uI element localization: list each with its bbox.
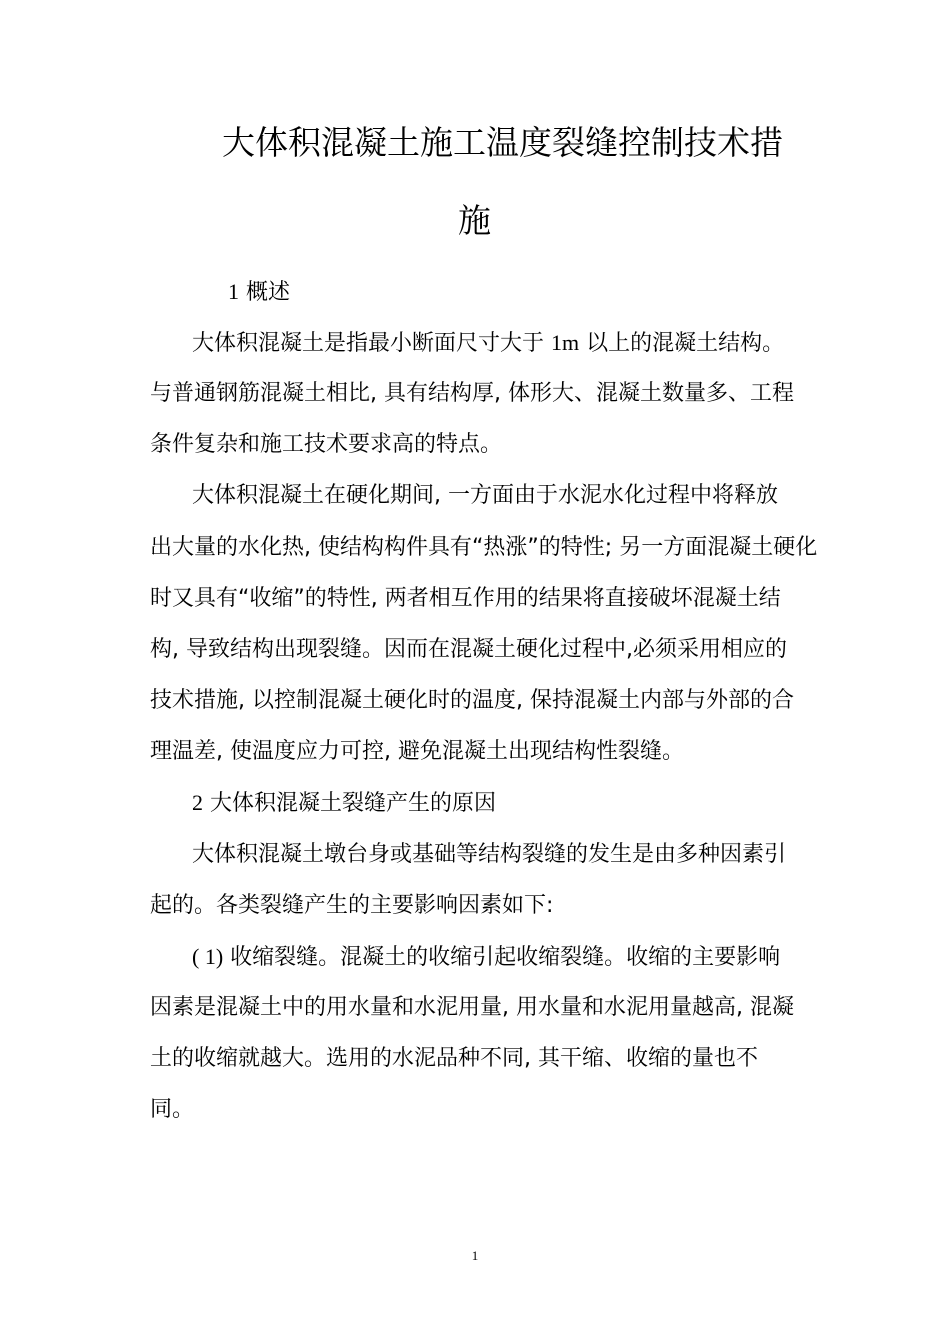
section-2-number: 2: [192, 790, 203, 815]
para1-line-1: [192, 328, 784, 359]
para2-line-4: 构, 导致结构出现裂缝。因而在混凝土硬化过程中,必须采用相应的: [150, 637, 787, 662]
section-2-heading: [192, 788, 496, 819]
section-1-title: 概述: [246, 280, 291, 305]
title-line-1: 大体积混凝土施工温度裂缝控制技术措: [222, 123, 783, 162]
para1-text: 大体积混凝土是指最小断面尺寸大于: [192, 331, 551, 356]
para1-line-3: 条件复杂和施工技术要求高的特点。: [150, 432, 503, 457]
para2-line-5: 技术措施, 以控制混凝土硬化时的温度, 保持混凝土内部与外部的合: [150, 688, 794, 713]
para4-line-1: [192, 942, 780, 973]
page-number: 1: [471, 1248, 479, 1263]
section-1-heading: [228, 277, 290, 308]
para3-line-2: 起的。各类裂缝产生的主要影响因素如下:: [150, 893, 554, 918]
section-2-title: 大体积混凝土裂缝产生的原因: [210, 791, 497, 816]
title-line-2: 施: [458, 201, 491, 240]
para4-line-3: 土的收缩就越大。选用的水泥品种不同, 其干缩、收缩的量也不: [150, 1046, 758, 1071]
list-item-number: ( 1): [192, 944, 224, 969]
para1-number: 1m: [551, 330, 580, 355]
para2-line-2: 出大量的水化热, 使结构构件具有“热涨”的特性; 另一方面混凝土硬化: [150, 535, 818, 560]
para1-text: 以上的混凝土结构。: [579, 331, 785, 356]
para2-line-3: 时又具有“收缩”的特性, 两者相互作用的结果将直接破坏混凝土结: [150, 586, 781, 611]
para2-line-6: 理温差, 使温度应力可控, 避免混凝土出现结构性裂缝。: [150, 739, 684, 764]
para3-line-1: 大体积混凝土墩台身或基础等结构裂缝的发生是由多种因素引: [192, 842, 787, 867]
para1-line-2: 与普通钢筋混凝土相比, 具有结构厚, 体形大、混凝土数量多、工程: [150, 381, 794, 406]
para4-line-4: 同。: [150, 1097, 195, 1122]
para4-line-2: 因素是混凝土中的用水量和水泥用量, 用水量和水泥用量越高, 混凝: [150, 995, 794, 1020]
section-1-number: 1: [228, 279, 239, 304]
para2-line-1: 大体积混凝土在硬化期间, 一方面由于水泥水化过程中将释放: [192, 483, 778, 508]
para4-text: 收缩裂缝。混凝土的收缩引起收缩裂缝。收缩的主要影响: [223, 945, 781, 970]
